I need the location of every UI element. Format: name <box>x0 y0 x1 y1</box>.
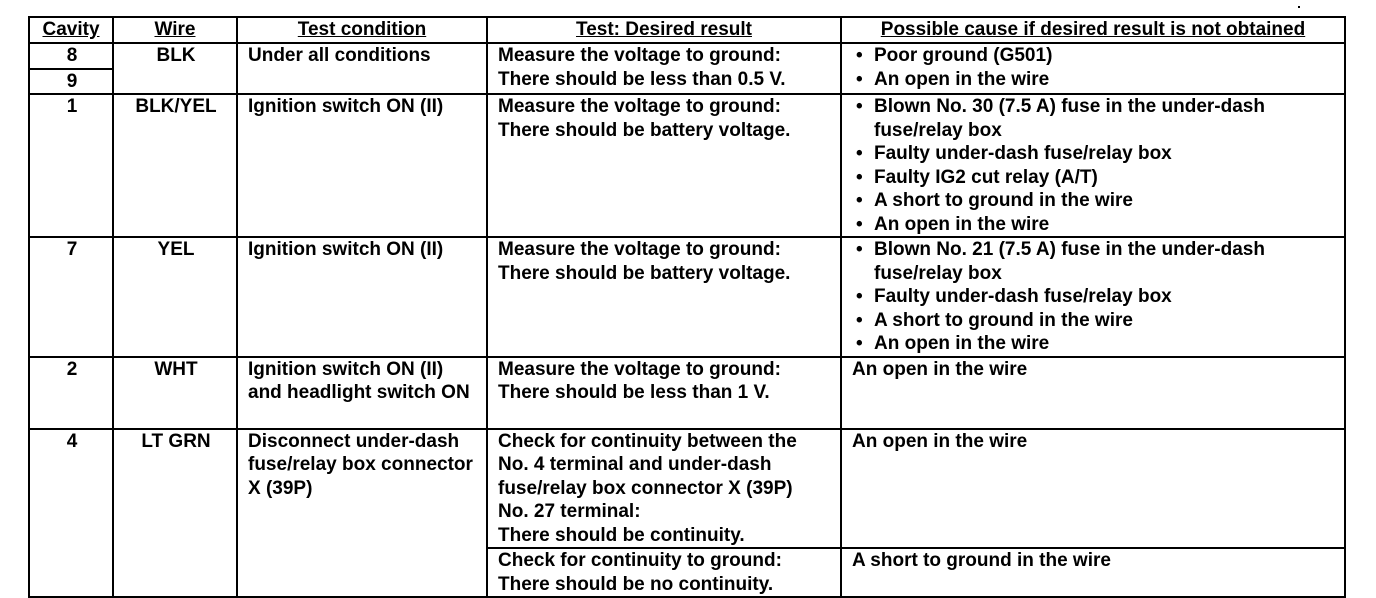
wire-cell: LT GRN <box>113 429 237 598</box>
cause-cell: An open in the wire <box>841 357 1345 429</box>
cause-item: • Blown No. 30 (7.5 A) fuse in the under-dash fuse/relay box <box>852 95 1336 142</box>
cavity-cell: 4 <box>29 429 113 598</box>
result-cell <box>487 429 841 549</box>
cause-item: • A short to ground in the wire <box>852 189 1336 213</box>
wire-cell: BLK/YEL <box>113 94 237 237</box>
cause-item: • A short to ground in the wire <box>852 309 1336 333</box>
condition-cell: Disconnect under-dash fuse/relay box connector X (39P) <box>237 429 487 598</box>
header-row <box>29 17 1345 43</box>
header-possible-cause: Possible cause if desired result is not obtained <box>841 17 1345 43</box>
table-row <box>29 429 1345 549</box>
cause-cell <box>841 94 1345 237</box>
header-desired-result: Test: Desired result <box>487 17 841 43</box>
result-line: No. 27 terminal: <box>498 501 641 522</box>
cavity-cell: 9 <box>29 69 113 95</box>
result-line: No. 4 terminal and under-dash <box>498 454 772 475</box>
result-line: There should be less than 1 V. <box>498 382 770 403</box>
result-cell <box>487 237 841 357</box>
cavity-cell: 2 <box>29 357 113 429</box>
table-row <box>29 357 1345 429</box>
cause-list <box>852 95 1336 236</box>
cause-cell: A short to ground in the wire <box>841 548 1345 597</box>
result-line: Measure the voltage to ground: <box>498 45 781 66</box>
result-line: There should be continuity. <box>498 524 745 546</box>
result-line: fuse/relay box connector X (39P) <box>498 477 793 499</box>
wire-cell: YEL <box>113 237 237 357</box>
cause-list <box>852 44 1336 91</box>
cause-item: • An open in the wire <box>852 213 1336 237</box>
cause-item: • An open in the wire <box>852 332 1336 356</box>
result-line: Measure the voltage to ground: <box>498 96 781 117</box>
table-row <box>29 43 1345 69</box>
table-row <box>29 237 1345 357</box>
cause-cell <box>841 43 1345 94</box>
result-line: Check for continuity between the <box>498 430 797 452</box>
cause-cell <box>841 237 1345 357</box>
cavity-cell: 8 <box>29 43 113 69</box>
cause-item: • Faulty under-dash fuse/relay box <box>852 285 1336 309</box>
result-line: Measure the voltage to ground: <box>498 239 781 260</box>
cavity-cell: 7 <box>29 237 113 357</box>
header-test-condition: Test condition <box>237 17 487 43</box>
cause-item: • Poor ground (G501) <box>852 44 1336 68</box>
result-line: Measure the voltage to ground: <box>498 358 781 380</box>
wire-cell: WHT <box>113 357 237 429</box>
condition-cell: Ignition switch ON (II) <box>237 94 487 237</box>
condition-cell: Ignition switch ON (II) <box>237 237 487 357</box>
result-line: There should be battery voltage. <box>498 119 791 141</box>
scan-speck <box>1298 6 1300 8</box>
result-line: There should be battery voltage. <box>498 262 791 284</box>
cause-item: • An open in the wire <box>852 68 1336 92</box>
result-cell <box>487 548 841 597</box>
result-cell <box>487 43 841 94</box>
cause-list <box>852 238 1336 356</box>
table-row <box>29 94 1345 237</box>
cause-item: • Faulty IG2 cut relay (A/T) <box>852 166 1336 190</box>
wire-test-table <box>28 16 1346 598</box>
result-line: There should be less than 0.5 V. <box>498 68 786 90</box>
result-line: Check for continuity to ground: <box>498 550 782 571</box>
header-wire: Wire <box>113 17 237 43</box>
result-cell <box>487 357 841 429</box>
cause-item: • Faulty under-dash fuse/relay box <box>852 142 1336 166</box>
condition-cell: Ignition switch ON (II) and headlight switch ON <box>237 357 487 429</box>
condition-cell: Under all conditions <box>237 43 487 94</box>
wire-cell: BLK <box>113 43 237 94</box>
cause-item: • Blown No. 21 (7.5 A) fuse in the under-dash fuse/relay box <box>852 238 1336 285</box>
cavity-cell: 1 <box>29 94 113 237</box>
result-cell <box>487 94 841 237</box>
cause-cell: An open in the wire <box>841 429 1345 549</box>
header-cavity: Cavity <box>29 17 113 43</box>
result-line: There should be no continuity. <box>498 573 774 595</box>
